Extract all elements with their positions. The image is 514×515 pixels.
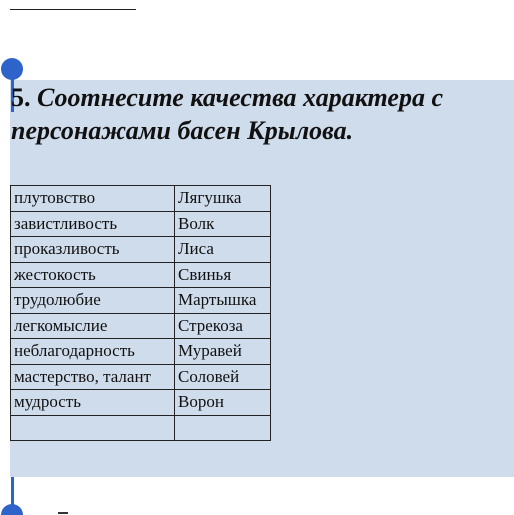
character-cell: Лиса [175, 237, 271, 263]
table-row [11, 415, 271, 441]
quality-cell: мудрость [11, 390, 175, 416]
quality-cell: плутовство [11, 186, 175, 212]
horizontal-rule [10, 9, 136, 10]
quality-cell: неблагодарность [11, 339, 175, 365]
selection-end-handle[interactable] [1, 504, 23, 515]
character-cell: Волк [175, 211, 271, 237]
character-cell: Стрекоза [175, 313, 271, 339]
table-row [11, 339, 271, 365]
character-cell: Муравей [175, 339, 271, 365]
character-cell [175, 415, 271, 441]
character-cell: Мартышка [175, 288, 271, 314]
table-row [11, 237, 271, 263]
quality-cell: мастерство, талант [11, 364, 175, 390]
table-row [11, 262, 271, 288]
quality-cell: завистливость [11, 211, 175, 237]
table-row [11, 186, 271, 212]
table-row [11, 288, 271, 314]
character-cell: Ворон [175, 390, 271, 416]
quality-cell: легкомыслие [11, 313, 175, 339]
quality-cell: трудолюбие [11, 288, 175, 314]
matching-table-body [11, 186, 271, 441]
matching-table [10, 185, 271, 441]
table-row [11, 364, 271, 390]
table-row [11, 211, 271, 237]
character-cell: Лягушка [175, 186, 271, 212]
table-row [11, 313, 271, 339]
quality-cell [11, 415, 175, 441]
task-title: Соотнесите качества характера с персонажами басен Крылова. [11, 83, 443, 145]
quality-cell: жестокость [11, 262, 175, 288]
next-line-fragment [58, 512, 68, 514]
task-number: 5. [11, 83, 31, 112]
task-heading [11, 81, 511, 147]
quality-cell: проказливость [11, 237, 175, 263]
character-cell: Соловей [175, 364, 271, 390]
table-row [11, 390, 271, 416]
character-cell: Свинья [175, 262, 271, 288]
